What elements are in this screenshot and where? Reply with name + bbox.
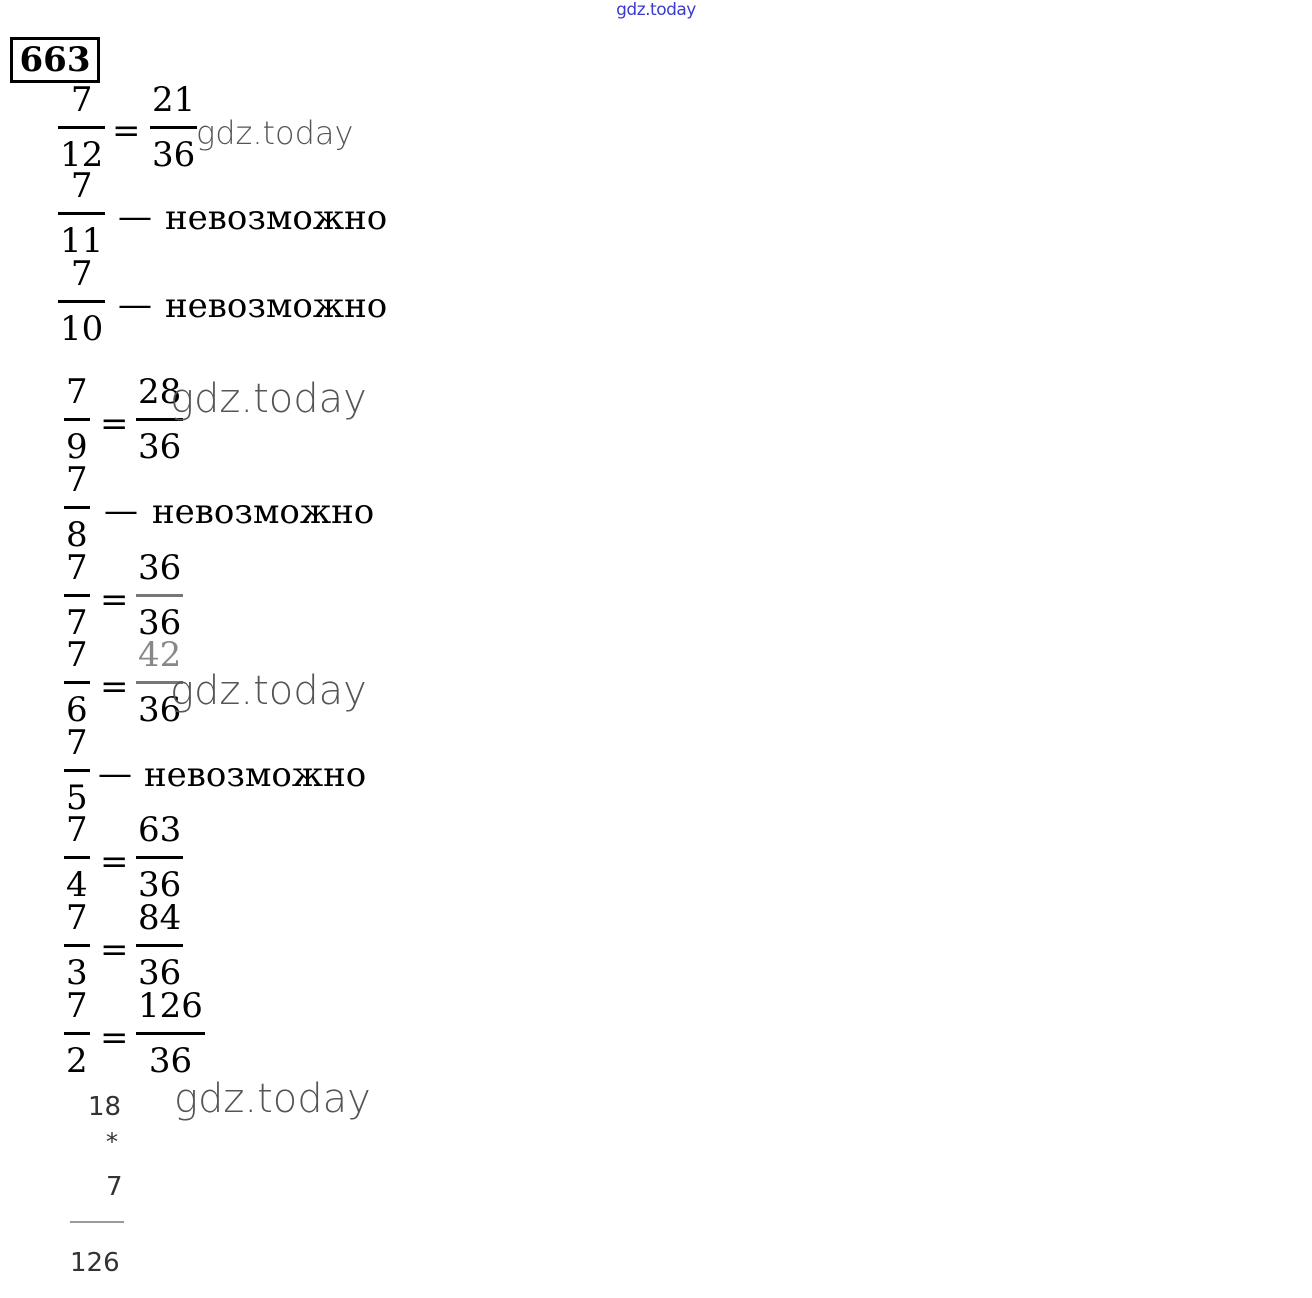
equals-sign: = bbox=[100, 667, 129, 707]
impossible-text: невозможно bbox=[165, 198, 388, 238]
numerator: 21 bbox=[152, 80, 196, 120]
denominator: 36 bbox=[138, 953, 182, 993]
calc-multiplier: 7 bbox=[106, 1172, 123, 1202]
watermark: gdz.today bbox=[196, 114, 354, 152]
dash: — bbox=[98, 754, 132, 794]
fraction-left bbox=[64, 374, 90, 465]
numerator: 7 bbox=[66, 460, 88, 500]
watermark-top: gdz.today bbox=[616, 0, 696, 20]
dash: — bbox=[118, 197, 152, 237]
denominator: 4 bbox=[66, 865, 88, 905]
numerator: 7 bbox=[66, 898, 88, 938]
denominator: 36 bbox=[138, 427, 182, 467]
fraction-left bbox=[64, 725, 90, 816]
fraction-left bbox=[64, 988, 90, 1079]
fraction-bar bbox=[58, 300, 105, 303]
denominator: 36 bbox=[148, 1041, 193, 1081]
denominator: 7 bbox=[66, 603, 88, 643]
numerator: 42 bbox=[138, 635, 182, 675]
numerator: 7 bbox=[70, 254, 93, 294]
equals-sign: = bbox=[100, 1018, 129, 1058]
fraction-bar bbox=[64, 594, 90, 597]
numerator: 7 bbox=[66, 810, 88, 850]
calc-line bbox=[70, 1221, 124, 1223]
numerator: 63 bbox=[138, 810, 182, 850]
fraction-left bbox=[58, 168, 105, 259]
fraction-left bbox=[64, 812, 90, 903]
calc-operator: * bbox=[106, 1128, 118, 1156]
impossible-text: невозможно bbox=[152, 492, 375, 532]
dash: — bbox=[118, 285, 152, 325]
fraction-bar bbox=[64, 856, 90, 859]
equals-sign: = bbox=[112, 111, 141, 151]
fraction-bar bbox=[64, 418, 90, 421]
fraction-bar bbox=[64, 506, 90, 509]
fraction-bar bbox=[136, 1032, 205, 1035]
numerator: 7 bbox=[70, 166, 93, 206]
watermark: gdz.today bbox=[174, 1076, 371, 1122]
fraction-left bbox=[64, 900, 90, 991]
numerator: 7 bbox=[66, 723, 88, 763]
fraction-left bbox=[64, 550, 90, 641]
fraction-bar bbox=[136, 856, 183, 859]
fraction-bar bbox=[58, 126, 105, 129]
watermark: gdz.today bbox=[170, 376, 367, 422]
equals-sign: = bbox=[100, 842, 129, 882]
numerator: 28 bbox=[138, 372, 182, 412]
fraction-bar bbox=[136, 944, 183, 947]
fraction-left bbox=[64, 637, 90, 728]
equals-sign: = bbox=[100, 930, 129, 970]
numerator: 36 bbox=[138, 548, 182, 588]
fraction-right bbox=[136, 550, 183, 641]
fraction-bar bbox=[64, 769, 90, 772]
denominator: 11 bbox=[60, 221, 104, 261]
fraction-right bbox=[136, 812, 183, 903]
denominator: 36 bbox=[138, 603, 182, 643]
numerator: 126 bbox=[138, 986, 203, 1026]
numerator: 84 bbox=[138, 898, 182, 938]
numerator: 7 bbox=[66, 986, 88, 1026]
denominator: 36 bbox=[138, 865, 182, 905]
fraction-left bbox=[58, 82, 105, 173]
fraction-bar bbox=[64, 944, 90, 947]
impossible-text: невозможно bbox=[144, 755, 367, 795]
fraction-left bbox=[64, 462, 90, 553]
denominator: 8 bbox=[66, 515, 88, 555]
fraction-bar bbox=[64, 1032, 90, 1035]
dash: — bbox=[104, 491, 138, 531]
fraction-bar bbox=[136, 594, 183, 597]
equals-sign: = bbox=[100, 580, 129, 620]
denominator: 12 bbox=[60, 135, 104, 175]
fraction-right bbox=[136, 988, 205, 1079]
equals-sign: = bbox=[100, 404, 129, 444]
numerator: 7 bbox=[70, 80, 93, 120]
denominator: 3 bbox=[66, 953, 88, 993]
denominator: 6 bbox=[66, 690, 88, 730]
denominator: 9 bbox=[66, 427, 88, 467]
calc-result: 126 bbox=[70, 1248, 120, 1278]
fraction-bar bbox=[150, 126, 197, 129]
numerator: 7 bbox=[66, 548, 88, 588]
watermark: gdz.today bbox=[170, 668, 367, 714]
impossible-text: невозможно bbox=[165, 286, 388, 326]
fraction-bar bbox=[58, 212, 105, 215]
denominator: 5 bbox=[66, 778, 88, 818]
problem-number: 663 bbox=[10, 37, 100, 83]
numerator: 7 bbox=[66, 372, 88, 412]
denominator: 36 bbox=[138, 690, 182, 730]
fraction-left bbox=[58, 256, 105, 347]
denominator: 36 bbox=[152, 135, 196, 175]
fraction-bar bbox=[64, 681, 90, 684]
fraction-right bbox=[136, 900, 183, 991]
numerator: 7 bbox=[66, 635, 88, 675]
calc-multiplicand: 18 bbox=[88, 1092, 122, 1122]
denominator: 2 bbox=[66, 1041, 88, 1081]
denominator: 10 bbox=[60, 309, 104, 349]
fraction-right bbox=[150, 82, 197, 173]
